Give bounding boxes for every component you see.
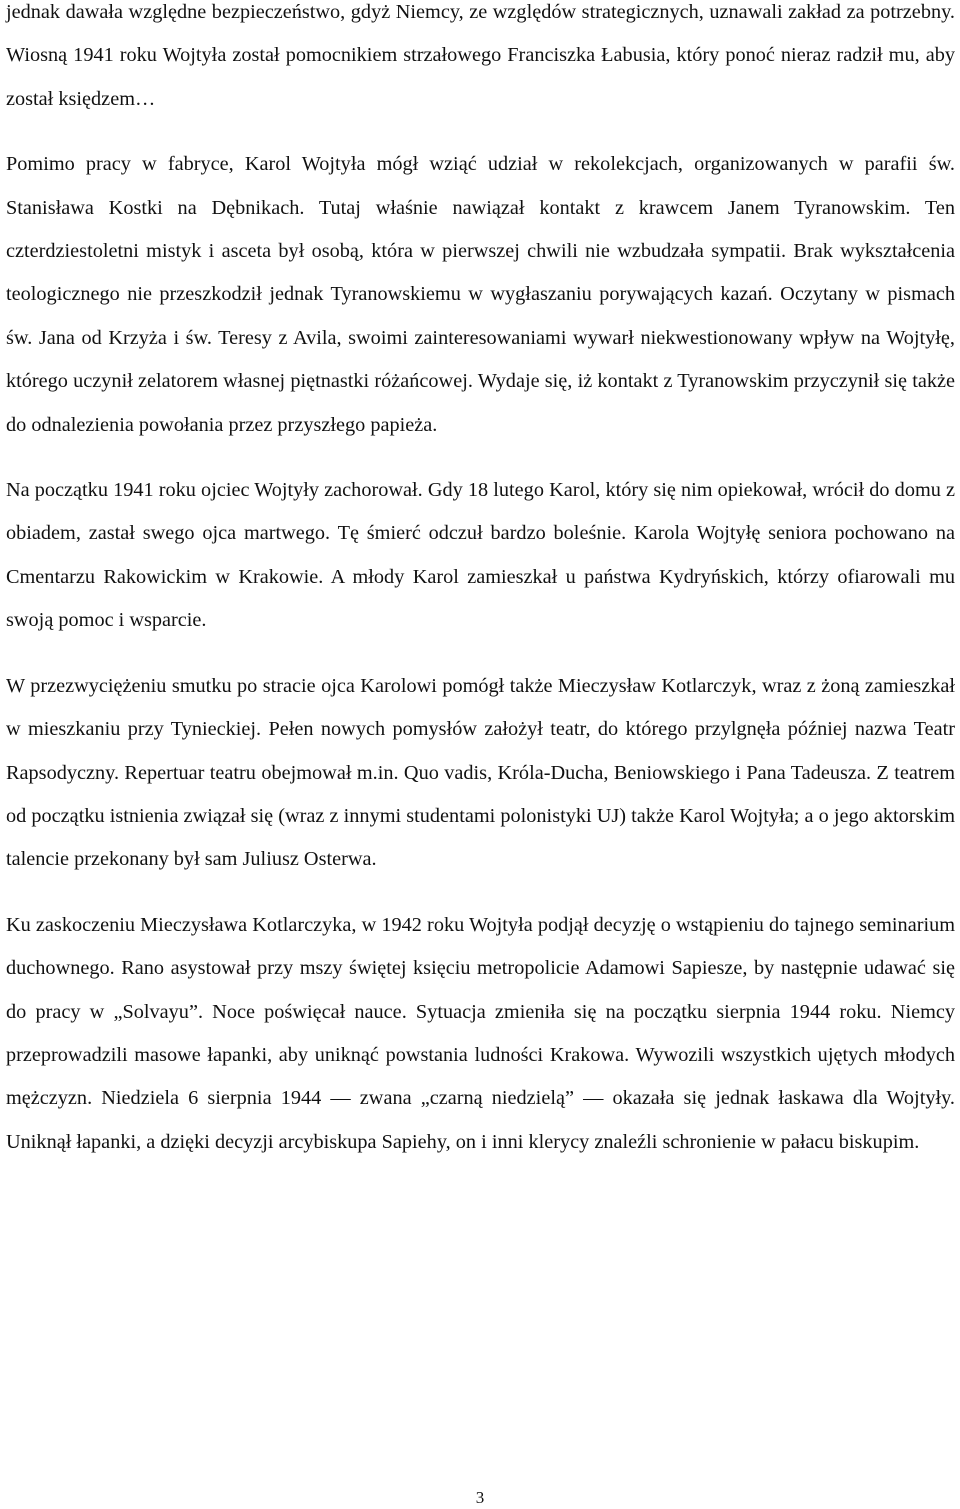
paragraph: W przezwyciężeniu smutku po stracie ojca Karolowi pomógł także Mieczysław Kotlarczyk, wraz z żoną zamieszkał w mieszkaniu przy Tynieckiej. Pełen nowych pomysłów założył teatr, do którego przylgnęła później nazwa Teatr Rapsodyczny. Repertuar teatru obejmował m.in. Quo vadis, Króla-Ducha, Beniowskiego i Pana Tadeusza. Z teatrem od początku istnienia związał się (wraz z innymi studentami polonistyki UJ) także Karol Wojtyła; a o jego aktorskim talencie przekonany był sam Juliusz Osterwa.	[6, 674, 955, 871]
paragraph: jednak dawała względne bezpieczeństwo, gdyż Niemcy, ze względów strategicznych, uznawali zakład za potrzebny. Wiosną 1941 roku Wojtyła został pomocnikiem strzałowego Franciszka Łabusia, który ponoć nieraz radził mu, aby został księdzem…	[6, 1, 955, 110]
page-number: 3	[475, 1488, 485, 1507]
paragraph: Pomimo pracy w fabryce, Karol Wojtyła mógł wziąć udział w rekolekcjach, organizowanych w parafii św. Stanisława Kostki na Dębnikach. Tutaj właśnie nawiązał kontakt z krawcem Janem Tyranowskim. Ten czterdziestoletni mistyk i asceta był osobą, która w pierwszej chwili nie wzbudzała sympatii. Brak wykształcenia teologicznego nie przeszkodził jednak Tyranowskiemu w wygłaszaniu porywających kazań. Oczytany w pismach św. Jana od Krzyża i św. Teresy z Avila, swoimi zainteresowaniami wywarł niekwestionowany wpływ na Wojtyłę, którego uczynił zelatorem własnej piętnastki różańcowej. Wydaje się, iż kontakt z Tyranowskim przyczynił się także do odnalezienia powołania przez przyszłego papieża.	[6, 153, 955, 436]
paragraph: Na początku 1941 roku ojciec Wojtyły zachorował. Gdy 18 lutego Karol, który się nim opiekował, wrócił do domu z obiadem, zastał swego ojca martwego. Tę śmierć odczuł bardzo boleśnie. Karola Wojtyłę seniora pochowano na Cmentarzu Rakowickim w Krakowie. A młody Karol zamieszkał u państwa Kydryńskich, którzy ofiarowali mu swoją pomoc i wsparcie.	[6, 479, 955, 632]
paragraph: Ku zaskoczeniu Mieczysława Kotlarczyka, w 1942 roku Wojtyła podjął decyzję o wstąpieniu do tajnego seminarium duchownego. Rano asystował przy mszy świętej księciu metropolicie Adamowi Sapieszе, by następnie udawać się do pracy w „Solvayu”. Noce poświęcał nauce. Sytuacja zmieniła się na początku sierpnia 1944 roku. Niemcy przeprowadzili masowe łapanki, aby uniknąć powstania ludności Krakowa. Wywozili wszystkich ujętych młodych mężczyzn. Niedziela 6 sierpnia 1944 — zwana „czarną niedzielą” — okazała się jednak łaskawa dla Wojtyły. Uniknął łapanki, a dzięki decyzji arcybiskupa Sapiehy, on i inni klerycy znaleźli schronienie w pałacu biskupim.	[6, 913, 955, 1153]
document-page	[6, 0, 955, 1164]
